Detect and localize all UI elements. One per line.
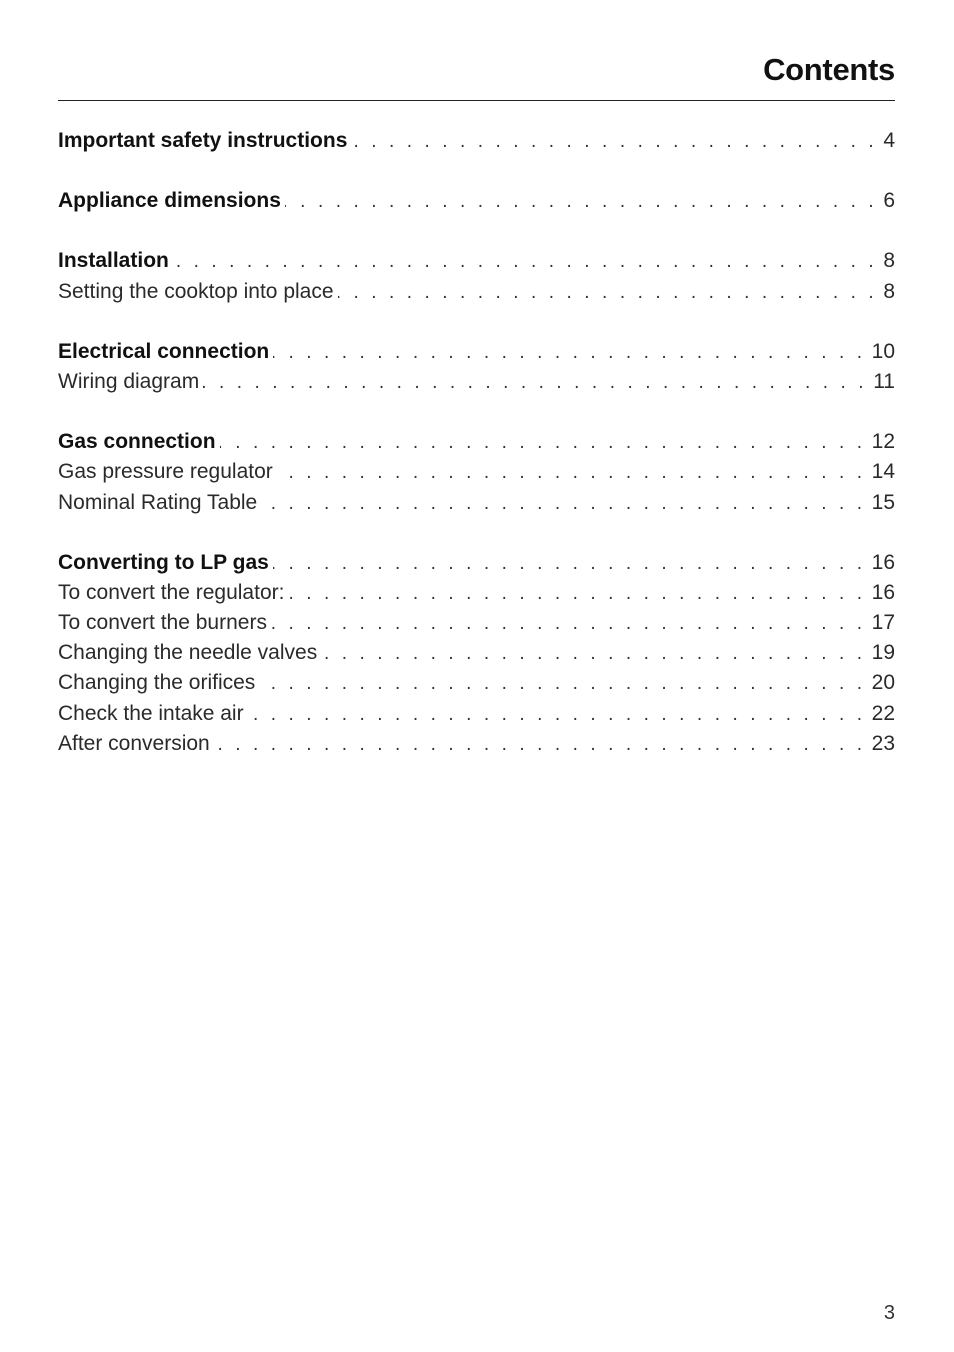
toc-sub-entry[interactable] — [58, 367, 895, 397]
toc-entry-page: 10 — [871, 339, 895, 363]
toc-heading-entry[interactable] — [58, 126, 895, 156]
toc-entry-label: Appliance dimensions — [58, 189, 281, 213]
toc-entry-label: Nominal Rating Table — [58, 490, 258, 514]
toc-sub-entry[interactable] — [58, 729, 895, 759]
toc-entry-page: 22 — [871, 701, 895, 725]
toc-entry-page: 11 — [873, 369, 895, 393]
dot-leader — [259, 669, 865, 698]
toc-heading-entry[interactable] — [58, 186, 895, 216]
toc-sub-entry[interactable] — [58, 699, 895, 729]
dot-leader — [271, 609, 866, 638]
toc-entry-label: Setting the cooktop into place — [58, 279, 334, 303]
dot-leader — [351, 127, 877, 156]
toc-group — [58, 427, 895, 518]
dot-leader — [273, 549, 866, 578]
title-divider — [58, 100, 895, 101]
toc-entry-label: Changing the orifices — [58, 671, 256, 695]
toc-entry-label: Gas pressure regulator — [58, 460, 273, 484]
toc-entry-label: Electrical connection — [58, 339, 270, 363]
toc-group — [58, 548, 895, 759]
toc-entry-label: Check the intake air — [58, 701, 244, 725]
toc-sub-entry[interactable] — [58, 638, 895, 668]
toc-entry-label: Wiring diagram — [58, 369, 200, 393]
toc-entry-page: 12 — [871, 430, 895, 454]
page-number: 3 — [883, 1302, 895, 1324]
toc-sub-entry[interactable] — [58, 668, 895, 698]
toc-entry-page: 6 — [883, 189, 895, 213]
toc-sub-entry[interactable] — [58, 277, 895, 307]
dot-leader — [285, 187, 877, 216]
toc-entry-page: 19 — [871, 641, 895, 665]
table-of-contents — [58, 126, 895, 789]
toc-entry-label: Gas connection — [58, 430, 216, 454]
dot-leader — [273, 338, 865, 367]
toc-group — [58, 126, 895, 156]
toc-entry-label: To convert the regulator: — [58, 580, 285, 604]
dot-leader — [173, 247, 877, 276]
toc-entry-label: Changing the needle valves — [58, 641, 318, 665]
dot-leader — [321, 639, 865, 668]
page-title: Contents — [763, 52, 895, 87]
toc-entry-label: Installation — [58, 249, 169, 273]
toc-sub-entry[interactable] — [58, 608, 895, 638]
toc-entry-page: 16 — [871, 580, 895, 604]
dot-leader — [277, 458, 866, 487]
toc-entry-page: 23 — [871, 731, 895, 755]
dot-leader — [288, 579, 865, 608]
toc-heading-entry[interactable] — [58, 337, 895, 367]
dot-leader — [338, 278, 878, 307]
toc-group — [58, 246, 895, 306]
toc-sub-entry[interactable] — [58, 457, 895, 487]
toc-heading-entry[interactable] — [58, 246, 895, 276]
toc-entry-page: 8 — [883, 249, 895, 273]
toc-entry-page: 20 — [871, 671, 895, 695]
toc-entry-page: 8 — [883, 279, 895, 303]
toc-group — [58, 186, 895, 216]
toc-entry-label: Important safety instructions — [58, 129, 348, 152]
dot-leader — [214, 730, 866, 759]
toc-entry-page: 17 — [871, 611, 895, 635]
toc-entry-label: To convert the burners — [58, 611, 267, 635]
toc-entry-page: 16 — [871, 550, 895, 574]
dot-leader — [261, 489, 865, 518]
toc-heading-entry[interactable] — [58, 427, 895, 457]
toc-sub-entry[interactable] — [58, 578, 895, 608]
toc-sub-entry[interactable] — [58, 488, 895, 518]
toc-entry-label: After conversion — [58, 731, 210, 755]
dot-leader — [220, 428, 866, 457]
toc-entry-page: 14 — [871, 460, 895, 484]
dot-leader — [203, 368, 867, 397]
toc-group — [58, 337, 895, 397]
toc-heading-entry[interactable] — [58, 548, 895, 578]
toc-entry-page: 15 — [871, 490, 895, 514]
toc-entry-label: Converting to LP gas — [58, 550, 269, 574]
toc-entry-page: 4 — [883, 129, 895, 152]
dot-leader — [248, 700, 866, 729]
